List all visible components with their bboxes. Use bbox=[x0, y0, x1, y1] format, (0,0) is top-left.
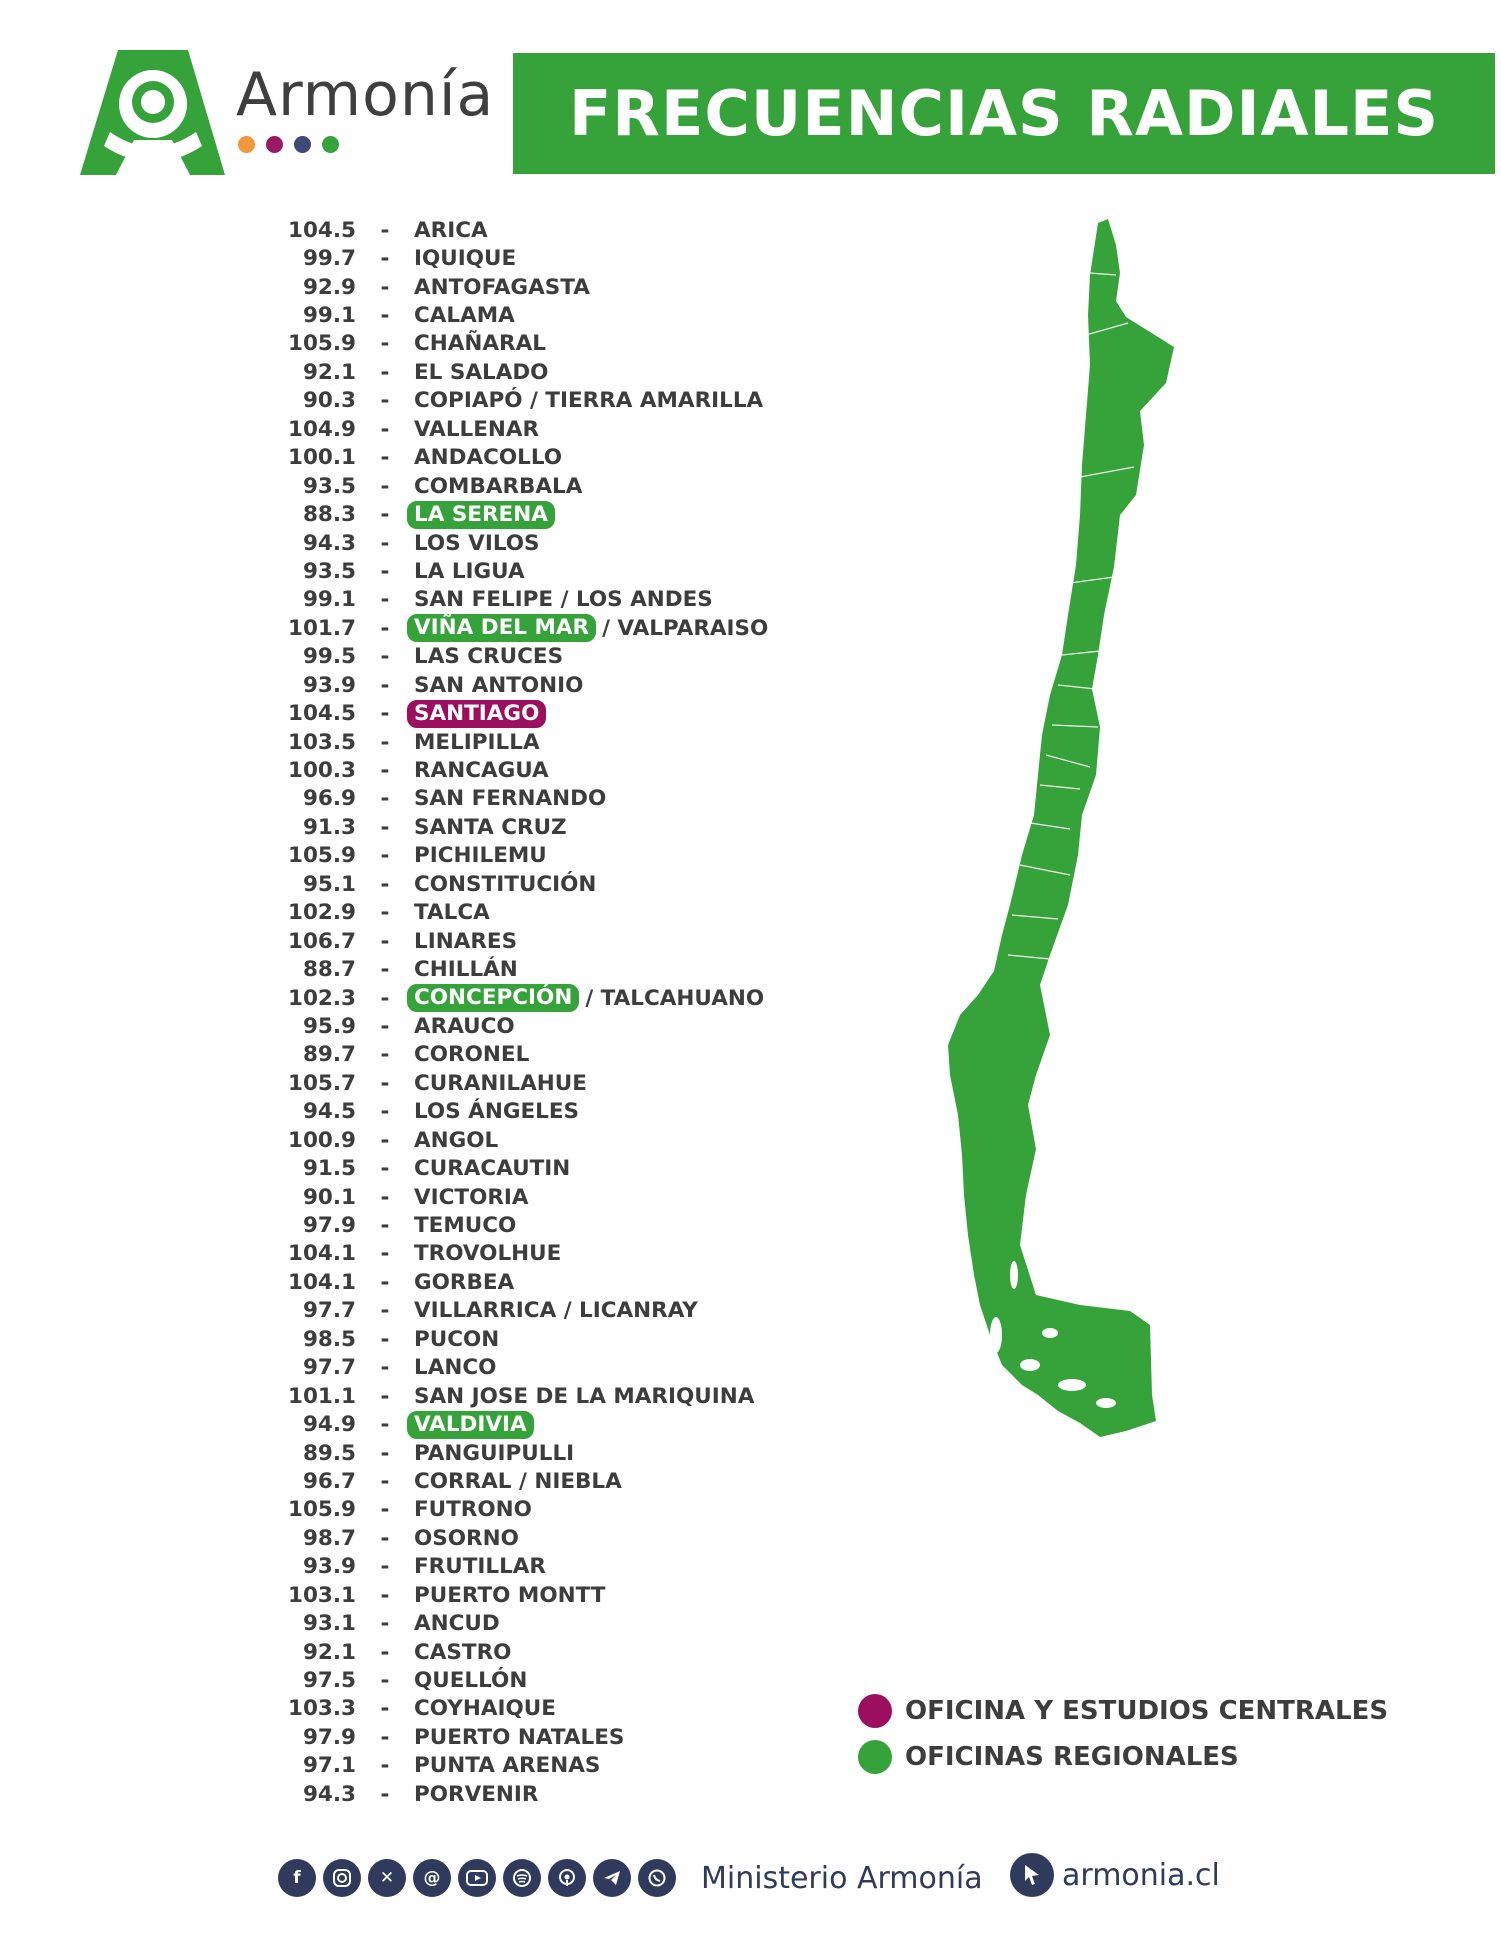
frequency-row bbox=[270, 415, 890, 443]
row-separator: - bbox=[380, 587, 390, 613]
green-dot-icon bbox=[858, 1740, 892, 1774]
frequency-value: 88.3 bbox=[302, 502, 356, 528]
frequency-row bbox=[270, 870, 890, 898]
frequency-row bbox=[270, 301, 890, 329]
row-separator: - bbox=[380, 530, 390, 556]
frequency-row bbox=[270, 472, 890, 500]
frequency-value: 93.9 bbox=[302, 672, 356, 698]
frequency-value: 94.5 bbox=[302, 1099, 356, 1125]
frequency-value: 105.9 bbox=[287, 331, 356, 357]
row-separator: - bbox=[380, 1156, 390, 1182]
legend-central-label: OFICINA Y ESTUDIOS CENTRALES bbox=[905, 1696, 1389, 1726]
frequency-value: 98.7 bbox=[302, 1525, 356, 1551]
city-name: COPIAPÓ / TIERRA AMARILLA bbox=[414, 388, 764, 414]
city-name-regional-office: CONCEPCIÓN bbox=[407, 984, 579, 1012]
frequency-value: 92.1 bbox=[302, 1639, 356, 1665]
frequency-value: 94.3 bbox=[302, 530, 356, 556]
cursor-icon bbox=[1010, 1853, 1054, 1897]
magenta-dot-icon bbox=[858, 1694, 892, 1728]
frequency-value: 101.7 bbox=[287, 615, 356, 641]
frequency-row bbox=[270, 1695, 890, 1723]
armonia-a-logo-icon bbox=[80, 50, 225, 180]
city-name: TROVOLHUE bbox=[414, 1241, 562, 1267]
row-separator: - bbox=[380, 1184, 390, 1210]
row-separator: - bbox=[380, 1440, 390, 1466]
frequency-value: 100.1 bbox=[287, 445, 356, 471]
frequency-row bbox=[270, 1069, 890, 1097]
frequency-row bbox=[270, 1638, 890, 1666]
city-name: VALLENAR bbox=[414, 416, 540, 442]
city-name: PUCON bbox=[414, 1326, 500, 1352]
city-name-regional-office: VIÑA DEL MAR bbox=[407, 614, 596, 642]
brand-dot-icon bbox=[238, 136, 255, 153]
row-separator: - bbox=[380, 1468, 390, 1494]
frequency-value: 100.3 bbox=[287, 758, 356, 784]
website-link[interactable] bbox=[1010, 1853, 1220, 1897]
frequency-row bbox=[270, 899, 890, 927]
frequency-row bbox=[270, 671, 890, 699]
city-name: PORVENIR bbox=[414, 1781, 539, 1807]
frequency-value: 99.5 bbox=[302, 644, 356, 670]
row-separator: - bbox=[380, 331, 390, 357]
row-separator: - bbox=[380, 1668, 390, 1694]
frequency-list bbox=[270, 216, 890, 1809]
city-name: LA LIGUA bbox=[414, 558, 525, 584]
frequency-value: 99.1 bbox=[302, 303, 356, 329]
frequency-row bbox=[270, 1467, 890, 1495]
city-name-regional-office: VALDIVIA bbox=[407, 1411, 534, 1439]
frequency-row bbox=[270, 1524, 890, 1552]
row-separator: - bbox=[380, 1070, 390, 1096]
frequency-value: 94.3 bbox=[302, 1781, 356, 1807]
frequency-row bbox=[270, 1752, 890, 1780]
frequency-row bbox=[270, 1780, 890, 1808]
footer-handle: Ministerio Armonía bbox=[701, 1860, 983, 1896]
city-name: LANCO bbox=[414, 1355, 497, 1381]
frequency-row bbox=[270, 244, 890, 272]
city-name-suffix: / TALCAHUANO bbox=[585, 985, 765, 1011]
frequency-row bbox=[270, 529, 890, 557]
frequency-row bbox=[270, 1268, 890, 1296]
frequency-row bbox=[270, 1382, 890, 1410]
row-separator: - bbox=[380, 1042, 390, 1068]
frequency-row bbox=[270, 1297, 890, 1325]
legend-regional-label: OFICINAS REGIONALES bbox=[905, 1742, 1239, 1772]
frequency-value: 96.7 bbox=[302, 1468, 356, 1494]
frequency-row bbox=[270, 813, 890, 841]
frequency-row bbox=[270, 842, 890, 870]
row-separator: - bbox=[380, 957, 390, 983]
city-name: VICTORIA bbox=[414, 1184, 529, 1210]
city-name: CORONEL bbox=[414, 1042, 530, 1068]
row-separator: - bbox=[380, 359, 390, 385]
row-separator: - bbox=[380, 1781, 390, 1807]
frequency-row bbox=[270, 785, 890, 813]
city-name: QUELLÓN bbox=[414, 1668, 528, 1694]
row-separator: - bbox=[380, 1241, 390, 1267]
frequency-row bbox=[270, 330, 890, 358]
city-name: RANCAGUA bbox=[414, 758, 549, 784]
city-name: SAN JOSE DE LA MARIQUINA bbox=[414, 1383, 755, 1409]
frequency-row bbox=[270, 1183, 890, 1211]
telegram-icon[interactable] bbox=[593, 1859, 631, 1897]
row-separator: - bbox=[380, 985, 390, 1011]
frequency-value: 97.7 bbox=[302, 1298, 356, 1324]
footer-social bbox=[278, 1856, 983, 1900]
page-title: FRECUENCIAS RADIALES bbox=[568, 77, 1440, 150]
frequency-value: 100.9 bbox=[287, 1127, 356, 1153]
frequency-value: 104.1 bbox=[287, 1269, 356, 1295]
instagram-icon[interactable] bbox=[323, 1859, 361, 1897]
frequency-value: 104.5 bbox=[287, 701, 356, 727]
frequency-value: 90.3 bbox=[302, 388, 356, 414]
brand-logo bbox=[80, 50, 500, 180]
frequency-row bbox=[270, 699, 890, 727]
frequency-row bbox=[270, 1439, 890, 1467]
frequency-row bbox=[270, 387, 890, 415]
frequency-value: 91.5 bbox=[302, 1156, 356, 1182]
whatsapp-icon[interactable] bbox=[638, 1859, 676, 1897]
row-separator: - bbox=[380, 1326, 390, 1352]
city-name: SAN FERNANDO bbox=[414, 786, 607, 812]
row-separator: - bbox=[380, 274, 390, 300]
row-separator: - bbox=[380, 1696, 390, 1722]
frequency-value: 96.9 bbox=[302, 786, 356, 812]
city-name: FUTRONO bbox=[414, 1497, 532, 1523]
frequency-row bbox=[270, 1325, 890, 1353]
row-separator: - bbox=[380, 672, 390, 698]
frequency-row bbox=[270, 500, 890, 528]
frequency-row bbox=[270, 358, 890, 386]
frequency-row bbox=[270, 1354, 890, 1382]
frequency-value: 97.9 bbox=[302, 1724, 356, 1750]
frequency-value: 92.1 bbox=[302, 359, 356, 385]
frequency-row bbox=[270, 1553, 890, 1581]
frequency-row bbox=[270, 1666, 890, 1694]
frequency-value: 95.9 bbox=[302, 1013, 356, 1039]
city-name: ANGOL bbox=[414, 1127, 499, 1153]
city-name: CHAÑARAL bbox=[414, 331, 546, 357]
row-separator: - bbox=[380, 1269, 390, 1295]
frequency-value: 105.9 bbox=[287, 1497, 356, 1523]
row-separator: - bbox=[380, 246, 390, 272]
row-separator: - bbox=[380, 644, 390, 670]
city-name: COMBARBALA bbox=[414, 473, 583, 499]
row-separator: - bbox=[380, 1639, 390, 1665]
frequency-value: 106.7 bbox=[287, 928, 356, 954]
frequency-row bbox=[270, 557, 890, 585]
city-name: LOS ÁNGELES bbox=[414, 1099, 580, 1125]
frequency-row bbox=[270, 1410, 890, 1438]
city-name: CURANILAHUE bbox=[414, 1070, 587, 1096]
frequency-row bbox=[270, 1041, 890, 1069]
row-separator: - bbox=[380, 558, 390, 584]
frequency-value: 104.5 bbox=[287, 217, 356, 243]
frequency-row bbox=[270, 1012, 890, 1040]
city-name: FRUTILLAR bbox=[414, 1554, 546, 1580]
spotify-icon[interactable] bbox=[503, 1859, 541, 1897]
city-name: EL SALADO bbox=[414, 359, 549, 385]
city-name: LINARES bbox=[414, 928, 518, 954]
city-name: GORBEA bbox=[414, 1269, 515, 1295]
youtube-icon[interactable] bbox=[458, 1859, 496, 1897]
row-separator: - bbox=[380, 1383, 390, 1409]
city-name: IQUIQUE bbox=[414, 246, 517, 272]
row-separator: - bbox=[380, 1355, 390, 1381]
row-separator: - bbox=[380, 928, 390, 954]
row-separator: - bbox=[380, 814, 390, 840]
brand-dots bbox=[238, 136, 339, 153]
frequency-row bbox=[270, 1098, 890, 1126]
row-separator: - bbox=[380, 615, 390, 641]
frequency-value: 94.9 bbox=[302, 1412, 356, 1438]
row-separator: - bbox=[380, 445, 390, 471]
brand-dot-icon bbox=[266, 136, 283, 153]
frequency-value: 99.1 bbox=[302, 587, 356, 613]
frequency-value: 90.1 bbox=[302, 1184, 356, 1210]
row-separator: - bbox=[380, 1582, 390, 1608]
frequency-row bbox=[270, 1240, 890, 1268]
brand-dot-icon bbox=[294, 136, 311, 153]
row-separator: - bbox=[380, 758, 390, 784]
frequency-value: 103.3 bbox=[287, 1696, 356, 1722]
frequency-value: 105.7 bbox=[287, 1070, 356, 1096]
frequency-value: 93.5 bbox=[302, 473, 356, 499]
city-name-central-office: SANTIAGO bbox=[407, 700, 546, 728]
frequency-value: 97.1 bbox=[302, 1753, 356, 1779]
frequency-row bbox=[270, 756, 890, 784]
row-separator: - bbox=[380, 1127, 390, 1153]
frequency-row bbox=[270, 927, 890, 955]
frequency-value: 104.9 bbox=[287, 416, 356, 442]
row-separator: - bbox=[380, 502, 390, 528]
frequency-row bbox=[270, 1211, 890, 1239]
row-separator: - bbox=[380, 388, 390, 414]
city-name: CHILLÁN bbox=[414, 957, 518, 983]
city-name-suffix: / VALPARAISO bbox=[602, 615, 769, 641]
row-separator: - bbox=[380, 871, 390, 897]
row-separator: - bbox=[380, 1013, 390, 1039]
row-separator: - bbox=[380, 1298, 390, 1324]
city-name: PUERTO MONTT bbox=[414, 1582, 606, 1608]
frequency-row bbox=[270, 444, 890, 472]
city-name: MELIPILLA bbox=[414, 729, 540, 755]
brand-name: Armonía bbox=[236, 60, 495, 130]
frequency-value: 97.5 bbox=[302, 1668, 356, 1694]
frequency-value: 102.3 bbox=[287, 985, 356, 1011]
city-name: PICHILEMU bbox=[414, 843, 547, 869]
frequency-value: 103.5 bbox=[287, 729, 356, 755]
city-name-regional-office: LA SERENA bbox=[407, 501, 555, 529]
city-name: PUNTA ARENAS bbox=[414, 1753, 601, 1779]
frequency-value: 89.5 bbox=[302, 1440, 356, 1466]
frequency-value: 104.1 bbox=[287, 1241, 356, 1267]
city-name: CASTRO bbox=[414, 1639, 512, 1665]
row-separator: - bbox=[380, 1724, 390, 1750]
frequency-row bbox=[270, 1154, 890, 1182]
chile-map-icon bbox=[930, 215, 1220, 1625]
city-name: LAS CRUCES bbox=[414, 644, 564, 670]
x-icon[interactable]: ✕ bbox=[368, 1859, 406, 1897]
frequency-row bbox=[270, 1581, 890, 1609]
row-separator: - bbox=[380, 786, 390, 812]
frequency-row bbox=[270, 216, 890, 244]
frequency-value: 97.9 bbox=[302, 1213, 356, 1239]
city-name: CALAMA bbox=[414, 303, 515, 329]
row-separator: - bbox=[380, 843, 390, 869]
frequency-value: 99.7 bbox=[302, 246, 356, 272]
frequency-value: 93.9 bbox=[302, 1554, 356, 1580]
row-separator: - bbox=[380, 473, 390, 499]
frequency-value: 93.5 bbox=[302, 558, 356, 584]
city-name: COYHAIQUE bbox=[414, 1696, 556, 1722]
frequency-value: 89.7 bbox=[302, 1042, 356, 1068]
city-name: SAN FELIPE / LOS ANDES bbox=[414, 587, 713, 613]
city-name: CORRAL / NIEBLA bbox=[414, 1468, 622, 1494]
row-separator: - bbox=[380, 729, 390, 755]
frequency-value: 103.1 bbox=[287, 1582, 356, 1608]
city-name: OSORNO bbox=[414, 1525, 519, 1551]
row-separator: - bbox=[380, 1554, 390, 1580]
legend-regional bbox=[858, 1734, 1388, 1780]
frequency-value: 95.1 bbox=[302, 871, 356, 897]
website-url[interactable]: armonia.cl bbox=[1062, 1857, 1220, 1893]
row-separator: - bbox=[380, 217, 390, 243]
row-separator: - bbox=[380, 1611, 390, 1637]
map-legend bbox=[858, 1688, 1388, 1780]
city-name: TALCA bbox=[414, 900, 490, 926]
frequency-value: 105.9 bbox=[287, 843, 356, 869]
frequency-value: 98.5 bbox=[302, 1326, 356, 1352]
brand-dot-icon bbox=[322, 136, 339, 153]
frequency-value: 92.9 bbox=[302, 274, 356, 300]
frequency-value: 88.7 bbox=[302, 957, 356, 983]
frequency-row bbox=[270, 955, 890, 983]
frequency-value: 101.1 bbox=[287, 1383, 356, 1409]
city-name: CURACAUTIN bbox=[414, 1156, 571, 1182]
row-separator: - bbox=[380, 900, 390, 926]
frequency-row bbox=[270, 1609, 890, 1637]
city-name: ANTOFAGASTA bbox=[414, 274, 590, 300]
frequency-value: 102.9 bbox=[287, 900, 356, 926]
page-title-banner bbox=[513, 53, 1495, 174]
row-separator: - bbox=[380, 1525, 390, 1551]
podcast-icon[interactable] bbox=[548, 1859, 586, 1897]
legend-central bbox=[858, 1688, 1388, 1734]
frequency-row bbox=[270, 273, 890, 301]
city-name: ANDACOLLO bbox=[414, 445, 563, 471]
row-separator: - bbox=[380, 416, 390, 442]
frequency-value: 93.1 bbox=[302, 1611, 356, 1637]
row-separator: - bbox=[380, 701, 390, 727]
city-name: ANCUD bbox=[414, 1611, 500, 1637]
row-separator: - bbox=[380, 1213, 390, 1239]
frequency-row bbox=[270, 614, 890, 642]
threads-icon[interactable]: @ bbox=[413, 1859, 451, 1897]
row-separator: - bbox=[380, 1412, 390, 1438]
row-separator: - bbox=[380, 1753, 390, 1779]
city-name: PANGUIPULLI bbox=[414, 1440, 575, 1466]
frequency-row bbox=[270, 1496, 890, 1524]
city-name: ARAUCO bbox=[414, 1013, 515, 1039]
frequency-row bbox=[270, 1723, 890, 1751]
frequency-row bbox=[270, 728, 890, 756]
city-name: ARICA bbox=[414, 217, 488, 243]
city-name: PUERTO NATALES bbox=[414, 1724, 625, 1750]
frequency-row bbox=[270, 984, 890, 1012]
city-name: SANTA CRUZ bbox=[414, 814, 567, 840]
row-separator: - bbox=[380, 1497, 390, 1523]
facebook-icon[interactable]: f bbox=[278, 1859, 316, 1897]
frequency-row bbox=[270, 586, 890, 614]
city-name: SAN ANTONIO bbox=[414, 672, 584, 698]
row-separator: - bbox=[380, 303, 390, 329]
frequency-row bbox=[270, 643, 890, 671]
frequency-value: 97.7 bbox=[302, 1355, 356, 1381]
frequency-value: 91.3 bbox=[302, 814, 356, 840]
row-separator: - bbox=[380, 1099, 390, 1125]
city-name: VILLARRICA / LICANRAY bbox=[414, 1298, 698, 1324]
city-name: TEMUCO bbox=[414, 1213, 517, 1239]
frequency-row bbox=[270, 1126, 890, 1154]
city-name: CONSTITUCIÓN bbox=[414, 871, 597, 897]
city-name: LOS VILOS bbox=[414, 530, 540, 556]
